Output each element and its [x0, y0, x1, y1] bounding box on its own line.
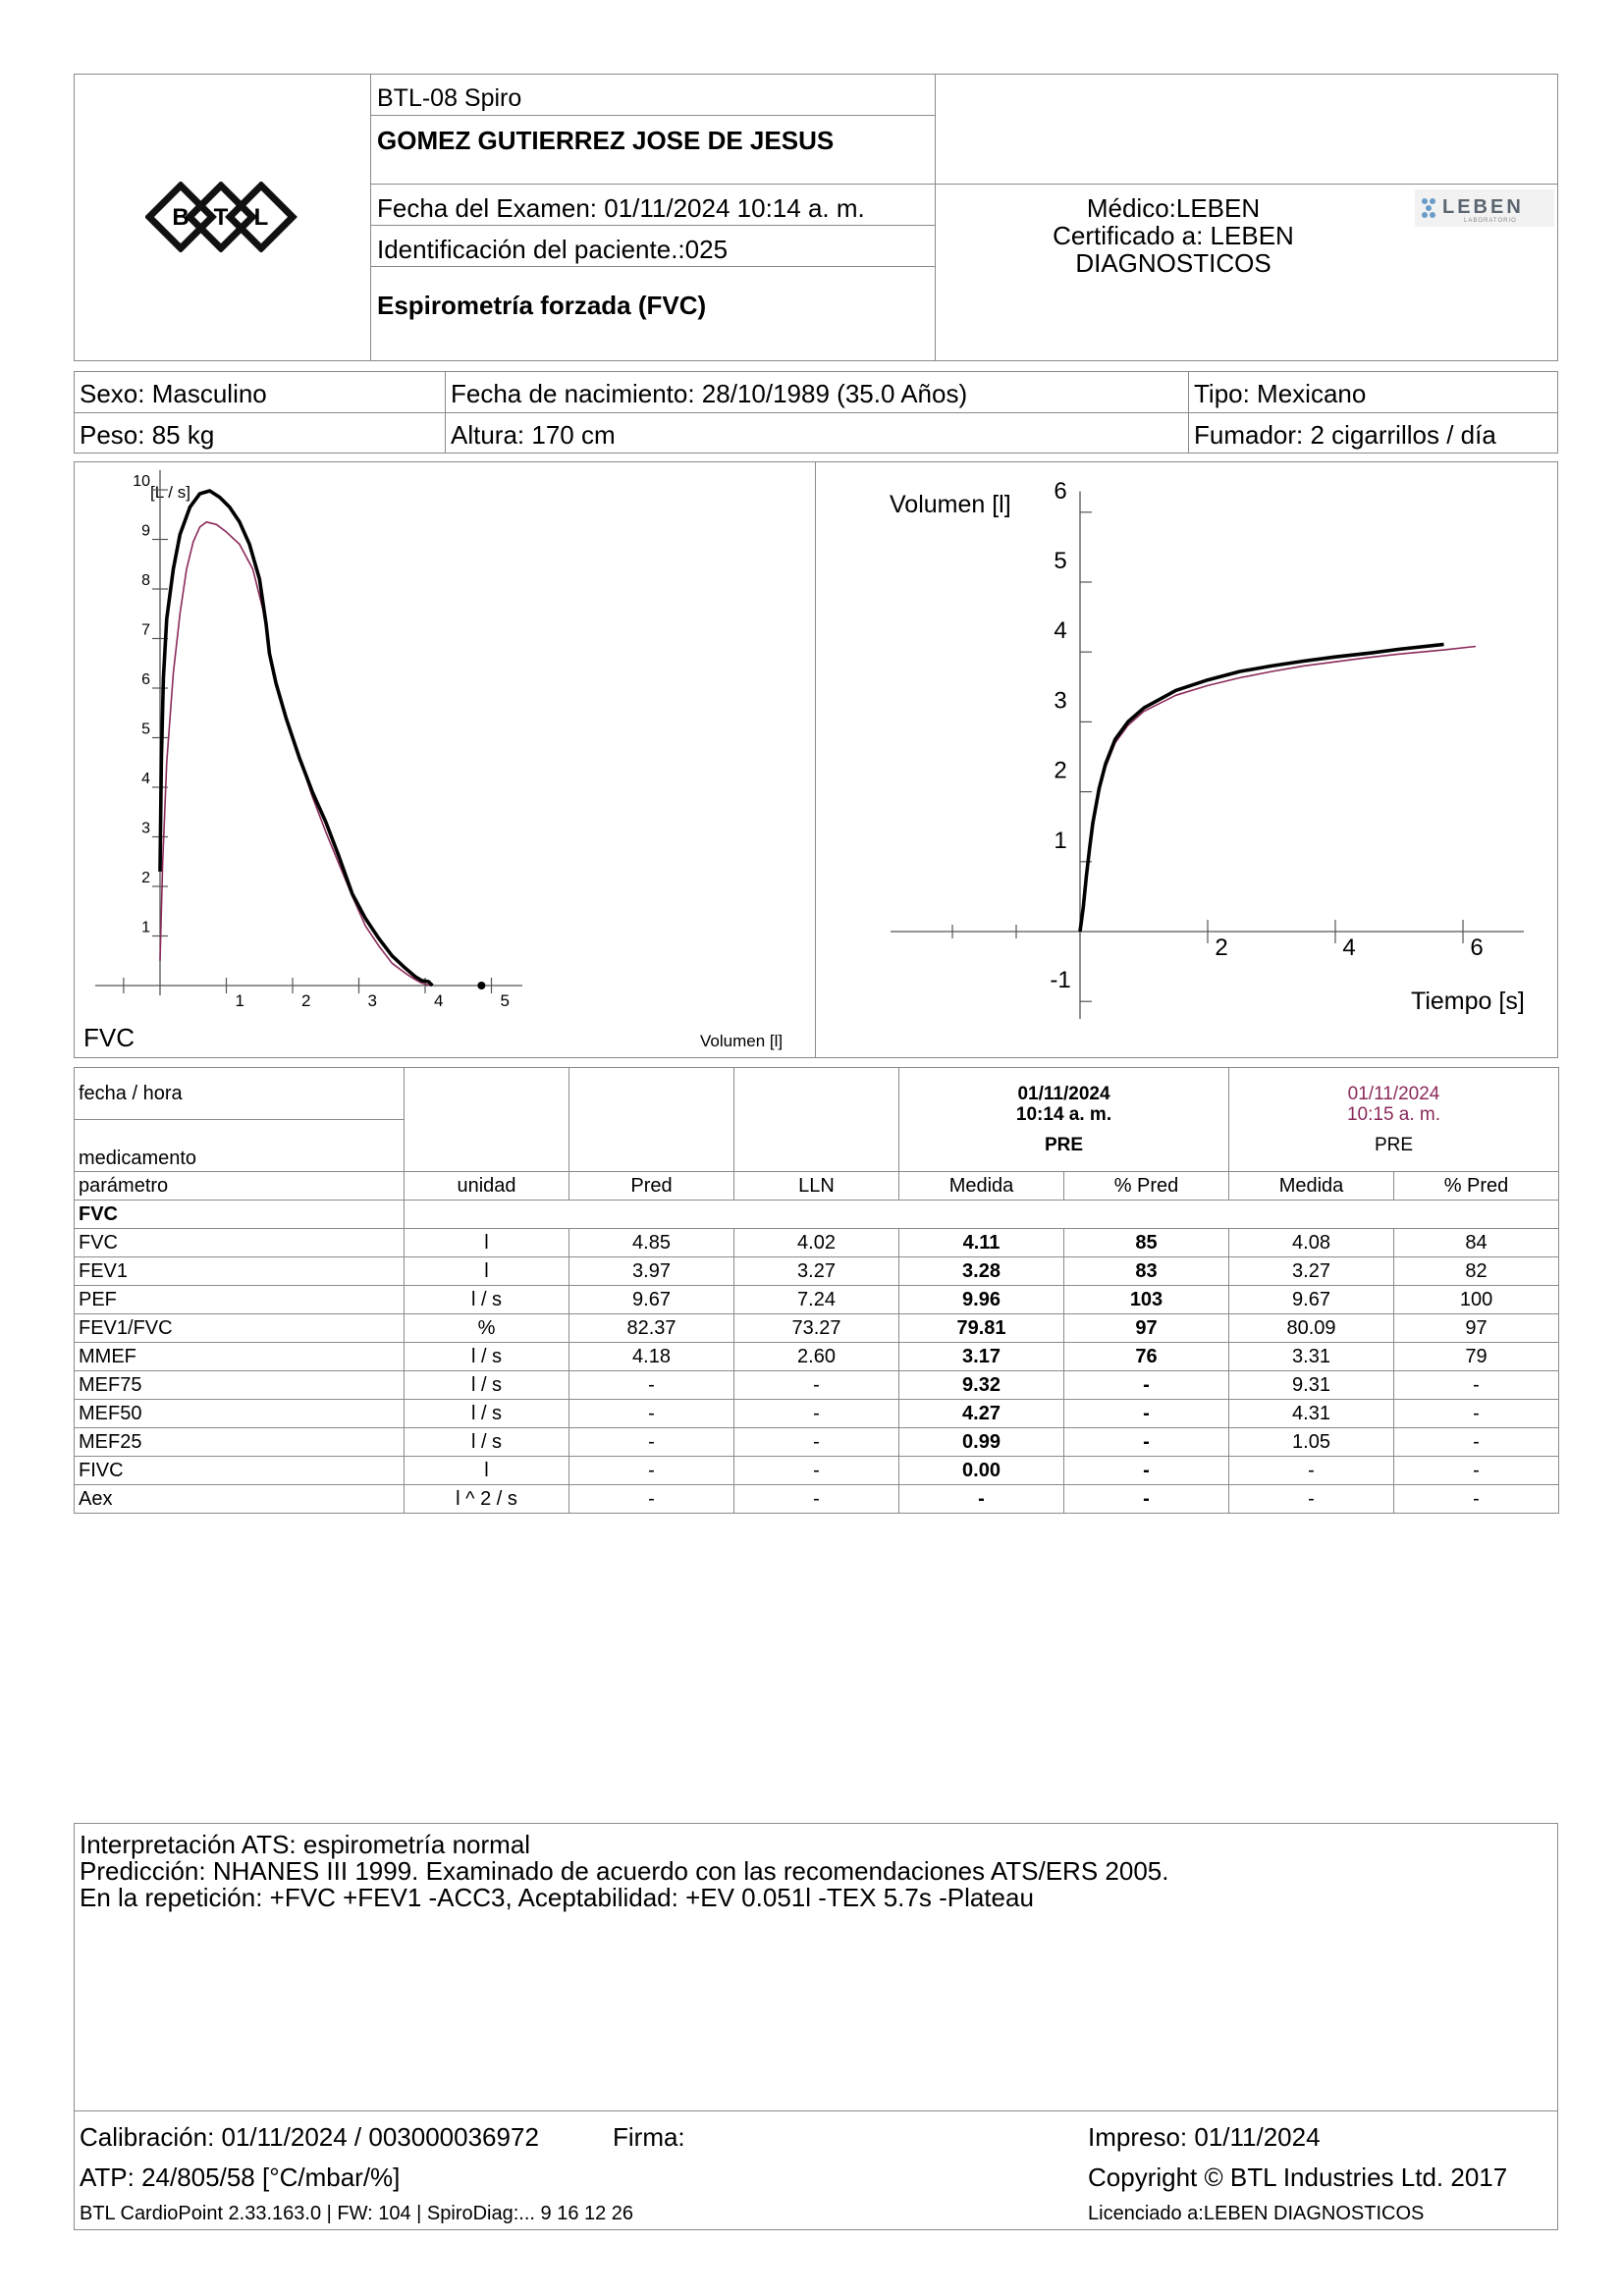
- vt-series-trial-1: [1080, 644, 1444, 932]
- vt-x-axis-label: Tiempo [s]: [1411, 988, 1525, 1015]
- header-divider: [370, 184, 1558, 185]
- vt-y-tick-label: 3: [1054, 687, 1067, 715]
- cell-unit: l: [405, 1229, 569, 1257]
- calibration-info: Calibración: 01/11/2024 / 003000036972: [80, 2122, 539, 2152]
- fv-y-tick-label: 8: [141, 572, 150, 589]
- cell-medida1: 0.99: [899, 1428, 1064, 1457]
- signature-label: Firma:: [613, 2122, 685, 2152]
- test-type: Espirometría forzada (FVC): [377, 291, 707, 320]
- cell-pred: 4.18: [569, 1343, 734, 1371]
- trial2-header: [1229, 1068, 1559, 1172]
- vt-y-tick-label: -1: [1050, 967, 1071, 994]
- patient-smoker: Fumador: 2 cigarrillos / día: [1194, 420, 1496, 450]
- cell-lln: 4.02: [734, 1229, 899, 1257]
- fv-series-trial-2: [160, 522, 430, 986]
- trial1-medication: PRE: [1044, 1135, 1084, 1155]
- cell-lln: -: [734, 1428, 899, 1457]
- cell-pct1: -: [1064, 1485, 1229, 1514]
- vt-x-tick-label: 4: [1342, 934, 1356, 961]
- vt-x-tick-label: 6: [1470, 934, 1484, 961]
- cell-medida2: 9.67: [1229, 1286, 1394, 1314]
- cell-unit: l: [405, 1457, 569, 1485]
- cell-medida2: -: [1229, 1485, 1394, 1514]
- fv-y-tick-label: 7: [141, 621, 150, 639]
- cell-unit: l / s: [405, 1428, 569, 1457]
- cell-lln: -: [734, 1400, 899, 1428]
- leben-logo-text: LEBEN: [1442, 196, 1524, 218]
- patient-height: Altura: 170 cm: [451, 420, 616, 450]
- cell-pct1: -: [1064, 1428, 1229, 1457]
- cell-param: MEF50: [75, 1400, 405, 1428]
- doctor-certified: Certificado a: LEBEN: [1053, 221, 1294, 250]
- charts-divider: [815, 461, 816, 1058]
- flow-volume-chart: [76, 463, 814, 1056]
- copyright: Copyright © BTL Industries Ltd. 2017: [1088, 2163, 1508, 2192]
- fv-y-tick-label: 3: [141, 820, 150, 837]
- table-row: [75, 1485, 1559, 1514]
- patient-info-divider: [74, 412, 1558, 413]
- cell-lln: 7.24: [734, 1286, 899, 1314]
- cell-medida2: 80.09: [1229, 1314, 1394, 1343]
- trial1-header: [899, 1068, 1229, 1172]
- cell-lln: -: [734, 1485, 899, 1514]
- fv-y-tick-label: 9: [141, 522, 150, 540]
- fv-series-trial-1: [160, 491, 432, 986]
- vt-x-tick-label: 2: [1215, 934, 1228, 961]
- fv-x-tick-label: 4: [434, 991, 444, 1010]
- cell-pct2: -: [1394, 1457, 1559, 1485]
- vt-series-trial-2: [1080, 647, 1476, 933]
- table-row: [75, 1400, 1559, 1428]
- col-header-medida-2: Medida: [1229, 1172, 1394, 1201]
- cell-lln: -: [734, 1371, 899, 1400]
- svg-text:T: T: [213, 204, 229, 231]
- fv-y-axis-label: [L / s]: [150, 483, 190, 502]
- col-header-lln: LLN: [734, 1172, 899, 1201]
- fv-y-tick-label: 5: [141, 721, 150, 738]
- cell-medida1: 0.00: [899, 1457, 1064, 1485]
- cell-param: MMEF: [75, 1343, 405, 1371]
- cell-pct1: 76: [1064, 1343, 1229, 1371]
- trial2-date: 01/11/2024: [1347, 1084, 1440, 1104]
- results-table: [74, 1067, 1559, 1514]
- cell-pct2: -: [1394, 1371, 1559, 1400]
- patient-sex: Sexo: Masculino: [80, 379, 267, 408]
- cell-pred: -: [569, 1485, 734, 1514]
- patient-info-divider: [1188, 371, 1189, 454]
- trial1-date: 01/11/2024: [1017, 1084, 1110, 1104]
- license-info: Licenciado a:LEBEN DIAGNOSTICOS: [1088, 2203, 1425, 2224]
- cell-unit: l / s: [405, 1343, 569, 1371]
- cell-lln: 73.27: [734, 1314, 899, 1343]
- fv-y-tick-label: 2: [141, 870, 150, 886]
- cell-pct1: -: [1064, 1400, 1229, 1428]
- header-divider: [935, 74, 936, 361]
- cell-pred: 82.37: [569, 1314, 734, 1343]
- doctor-certified-cont: DIAGNOSTICOS: [1075, 248, 1271, 278]
- interpretation-repetition: En la repetición: +FVC +FEV1 -ACC3, Aceptabilidad: +EV 0.051l -TEX 5.7s -Plateau: [80, 1883, 1034, 1912]
- vt-y-tick-label: 1: [1054, 827, 1067, 854]
- fecha-hora-label: fecha / hora: [75, 1068, 405, 1120]
- volume-time-chart: [817, 463, 1556, 1056]
- cell-pct1: 103: [1064, 1286, 1229, 1314]
- device-name: BTL-08 Spiro: [377, 84, 522, 112]
- fv-y-tick-label: 4: [141, 771, 150, 787]
- fv-y-tick-label: 1: [141, 919, 150, 936]
- cell-medida2: -: [1229, 1457, 1394, 1485]
- cell-pct1: 85: [1064, 1229, 1229, 1257]
- cell-param: FVC: [75, 1229, 405, 1257]
- cell-param: MEF75: [75, 1371, 405, 1400]
- leben-logo: [1415, 189, 1554, 227]
- fv-corner-label: FVC: [83, 1023, 135, 1052]
- exam-date: Fecha del Examen: 01/11/2024 10:14 a. m.: [377, 193, 865, 223]
- cell-medida2: 4.31: [1229, 1400, 1394, 1428]
- fv-x-tick-label: 1: [235, 991, 244, 1010]
- header-divider: [370, 266, 935, 267]
- cell-param: Aex: [75, 1485, 405, 1514]
- table-row: [75, 1286, 1559, 1314]
- cell-pct2: -: [1394, 1400, 1559, 1428]
- vt-y-tick-label: 4: [1054, 617, 1067, 645]
- cell-param: MEF25: [75, 1428, 405, 1457]
- cell-unit: l ^ 2 / s: [405, 1485, 569, 1514]
- trial1-time: 10:14 a. m.: [1015, 1104, 1112, 1125]
- cell-pred: 4.85: [569, 1229, 734, 1257]
- cell-pct2: 79: [1394, 1343, 1559, 1371]
- cell-medida1: 9.96: [899, 1286, 1064, 1314]
- cell-pct2: -: [1394, 1428, 1559, 1457]
- patient-type: Tipo: Mexicano: [1194, 379, 1367, 408]
- cell-lln: -: [734, 1457, 899, 1485]
- cell-unit: l / s: [405, 1400, 569, 1428]
- btl-logo: [145, 182, 298, 252]
- header-divider: [370, 74, 371, 361]
- cell-medida2: 4.08: [1229, 1229, 1394, 1257]
- fv-y-tick-label: 10: [133, 473, 150, 490]
- table-row: [75, 1428, 1559, 1457]
- cell-medida2: 1.05: [1229, 1428, 1394, 1457]
- trial2-medication: PRE: [1374, 1135, 1414, 1155]
- col-header-unidad: unidad: [405, 1172, 569, 1201]
- cell-pred: -: [569, 1428, 734, 1457]
- fv-x-tick-label: 2: [301, 991, 311, 1010]
- interpretation-result: Interpretación ATS: espirometría normal: [80, 1830, 531, 1859]
- col-header-pred: Pred: [569, 1172, 734, 1201]
- cell-pred: -: [569, 1400, 734, 1428]
- cell-medida1: 4.27: [899, 1400, 1064, 1428]
- cell-pct2: 84: [1394, 1229, 1559, 1257]
- cell-lln: 3.27: [734, 1257, 899, 1286]
- cell-pct1: -: [1064, 1457, 1229, 1485]
- vt-y-axis-label: Volumen [l]: [890, 491, 1011, 518]
- header-divider: [370, 225, 935, 226]
- patient-birth: Fecha de nacimiento: 28/10/1989 (35.0 Años): [451, 379, 968, 408]
- fv-predicted-marker: [477, 982, 485, 989]
- cell-param: FEV1: [75, 1257, 405, 1286]
- doctor-block: [992, 194, 1355, 277]
- interpretation-prediction: Predicción: NHANES III 1999. Examinado de acuerdo con las recomendaciones ATS/ERS 2005.: [80, 1856, 1169, 1886]
- table-row: [75, 1257, 1559, 1286]
- cell-unit: %: [405, 1314, 569, 1343]
- cell-pct1: 97: [1064, 1314, 1229, 1343]
- fv-y-tick-label: 6: [141, 671, 150, 688]
- col-header-pct-pred-1: % Pred: [1064, 1172, 1229, 1201]
- table-row: [75, 1457, 1559, 1485]
- vt-y-tick-label: 2: [1054, 757, 1067, 784]
- table-row: [75, 1229, 1559, 1257]
- cell-param: PEF: [75, 1286, 405, 1314]
- svg-text:B: B: [172, 204, 189, 231]
- cell-param: FIVC: [75, 1457, 405, 1485]
- table-row: [75, 1314, 1559, 1343]
- cell-lln: 2.60: [734, 1343, 899, 1371]
- patient-weight: Peso: 85 kg: [80, 420, 215, 450]
- col-header-medida-1: Medida: [899, 1172, 1064, 1201]
- cell-medida1: 9.32: [899, 1371, 1064, 1400]
- group-row-empty: [405, 1201, 1559, 1229]
- fv-x-tick-label: 5: [500, 991, 510, 1010]
- interpretation-divider: [74, 2110, 1558, 2111]
- cell-unit: l: [405, 1257, 569, 1286]
- cell-pct2: 97: [1394, 1314, 1559, 1343]
- cell-unit: l / s: [405, 1286, 569, 1314]
- cell-pred: 9.67: [569, 1286, 734, 1314]
- col-header-parametro: parámetro: [75, 1172, 405, 1201]
- table-row: [75, 1343, 1559, 1371]
- table-header-empty: [569, 1068, 734, 1172]
- patient-id: Identificación del paciente.:025: [377, 235, 729, 264]
- leben-logo-sub: LABORATORIO: [1464, 218, 1517, 224]
- fv-x-tick-label: 3: [367, 991, 377, 1010]
- patient-name: GOMEZ GUTIERREZ JOSE DE JESUS: [377, 126, 835, 155]
- vt-y-tick-label: 5: [1054, 548, 1067, 574]
- printed-date: Impreso: 01/11/2024: [1088, 2122, 1321, 2152]
- cell-pct2: -: [1394, 1485, 1559, 1514]
- interpretation-text: [80, 1832, 1168, 1911]
- cell-pct2: 82: [1394, 1257, 1559, 1286]
- table-header-empty: [405, 1068, 569, 1172]
- cell-pct1: -: [1064, 1371, 1229, 1400]
- vt-y-tick-label: 6: [1054, 477, 1067, 505]
- cell-medida2: 3.31: [1229, 1343, 1394, 1371]
- cell-medida2: 9.31: [1229, 1371, 1394, 1400]
- table-header-empty: [734, 1068, 899, 1172]
- cell-medida1: 3.17: [899, 1343, 1064, 1371]
- header-divider: [370, 115, 935, 116]
- cell-medida1: -: [899, 1485, 1064, 1514]
- trial2-time: 10:15 a. m.: [1346, 1104, 1441, 1125]
- doctor-name: Médico:LEBEN: [1086, 193, 1261, 223]
- cell-medida1: 4.11: [899, 1229, 1064, 1257]
- cell-pred: -: [569, 1371, 734, 1400]
- table-row: [75, 1371, 1559, 1400]
- cell-medida1: 3.28: [899, 1257, 1064, 1286]
- cell-param: FEV1/FVC: [75, 1314, 405, 1343]
- cell-pct2: 100: [1394, 1286, 1559, 1314]
- medicamento-label: medicamento: [75, 1120, 405, 1172]
- fv-x-axis-label: Volumen [l]: [700, 1032, 784, 1050]
- cell-medida1: 79.81: [899, 1314, 1064, 1343]
- results-rows: [75, 1229, 1559, 1514]
- cell-unit: l / s: [405, 1371, 569, 1400]
- cell-pct1: 83: [1064, 1257, 1229, 1286]
- software-info: BTL CardioPoint 2.33.163.0 | FW: 104 | SpiroDiag:... 9 16 12 26: [80, 2203, 634, 2224]
- group-label-fvc: FVC: [75, 1201, 405, 1229]
- cell-pred: -: [569, 1457, 734, 1485]
- col-header-pct-pred-2: % Pred: [1394, 1172, 1559, 1201]
- svg-text:L: L: [253, 204, 269, 231]
- cell-pred: 3.97: [569, 1257, 734, 1286]
- patient-info-divider: [445, 371, 446, 454]
- cell-medida2: 3.27: [1229, 1257, 1394, 1286]
- atp-info: ATP: 24/805/58 [°C/mbar/%]: [80, 2163, 401, 2192]
